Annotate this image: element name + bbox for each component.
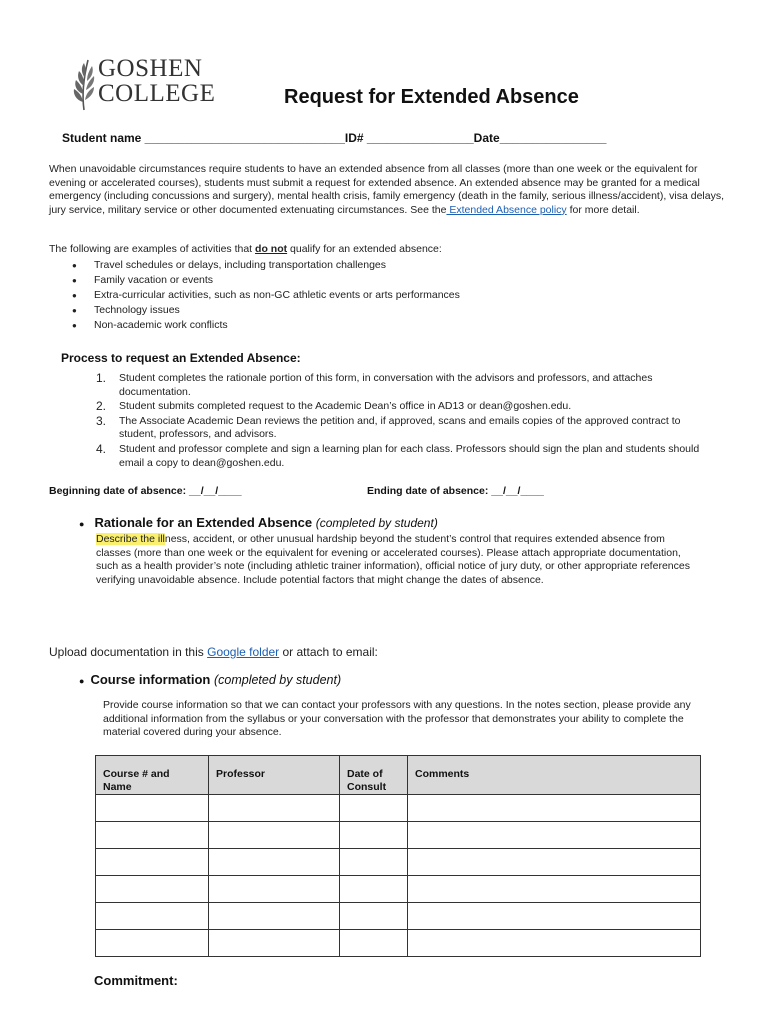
intro-tail: for more detail. — [566, 203, 640, 216]
table-cell[interactable] — [209, 876, 340, 903]
table-cell[interactable] — [209, 903, 340, 930]
bullet-icon: ● — [79, 519, 85, 529]
table-cell[interactable] — [408, 795, 701, 822]
process-step — [96, 415, 706, 442]
table-cell[interactable] — [209, 930, 340, 957]
rationale-text — [96, 533, 696, 587]
table-cell[interactable] — [340, 822, 408, 849]
google-folder-link[interactable]: Google folder — [207, 645, 280, 659]
course-heading — [79, 672, 341, 687]
list-item: ● Non-academic work conflicts — [72, 318, 460, 333]
examples-intro — [49, 243, 442, 255]
course-note: (completed by student) — [213, 673, 342, 687]
step-number: 1. — [96, 371, 107, 385]
table-cell[interactable] — [340, 795, 408, 822]
ending-date-field[interactable]: Ending date of absence: __/__/____ — [367, 485, 544, 497]
table-cell[interactable] — [340, 876, 408, 903]
list-item: ● Technology issues — [72, 303, 460, 318]
table-row — [96, 876, 701, 903]
table-cell[interactable] — [96, 930, 209, 957]
step-number: 2. — [96, 399, 107, 414]
table-row — [96, 849, 701, 876]
step-number: 3. — [96, 413, 107, 428]
student-info-fields: Student name ______________________________ID# ________________Date________________ — [62, 131, 607, 145]
step-text: Student submits completed request to the Academic Dean’s office in AD13 or dean@goshen.edu. — [119, 400, 572, 413]
extended-absence-policy-link[interactable]: Extended Absence policy — [446, 203, 567, 216]
table-cell[interactable] — [408, 930, 701, 957]
process-step — [96, 443, 706, 470]
do-not-emphasis: do not — [255, 243, 288, 255]
rationale-body: ness, accident, or other unusual hardship beyond the student’s control that requires extended absence from classes (more than one week or the equivalent for evening or accelerated courses). Please attach appropriate documentation, such as a health provider’s note (including athletic trainer information), official notice of jury duty, or other appropriate references verifying unavoidable absence. Include potential factors that might change the dates of absence. — [96, 533, 690, 586]
table-cell[interactable] — [209, 849, 340, 876]
table-row — [96, 903, 701, 930]
page-title: Request for Extended Absence — [284, 86, 579, 108]
table-cell[interactable] — [96, 849, 209, 876]
table-cell[interactable] — [96, 822, 209, 849]
rationale-note: (completed by student) — [315, 516, 438, 530]
logo-line-college: COLLEGE — [98, 80, 216, 107]
table-cell[interactable] — [209, 795, 340, 822]
upload-line — [49, 645, 378, 659]
rationale-title: Rationale for an Extended Absence — [94, 515, 313, 530]
upload-post: or attach to email: — [279, 645, 378, 659]
table-header-row — [96, 756, 701, 795]
column-date-of-consult: Date of Consult — [340, 756, 408, 795]
column-professor: Professor — [209, 756, 340, 795]
bullet-icon: ● — [79, 676, 85, 686]
table-row — [96, 822, 701, 849]
list-item: ● Extra-curricular activities, such as non-GC athletic events or arts performances — [72, 288, 460, 303]
rationale-heading — [79, 515, 438, 530]
column-comments: Comments — [408, 756, 701, 795]
process-step — [96, 400, 706, 414]
leaf-sprig-icon — [70, 56, 98, 112]
table-cell[interactable] — [408, 876, 701, 903]
table-row — [96, 795, 701, 822]
logo-line-goshen: GOSHEN — [98, 55, 203, 82]
goshen-college-logo — [70, 56, 240, 112]
list-item: ● Family vacation or events — [72, 273, 460, 288]
step-text: Student completes the rationale portion of this form, in conversation with the advisors and professors, and attaches documentation. — [119, 372, 653, 398]
list-item: ● Travel schedules or delays, including transportation challenges — [72, 258, 460, 273]
step-number: 4. — [96, 441, 107, 456]
table-cell[interactable] — [408, 822, 701, 849]
examples-intro-post: qualify for an extended absence: — [287, 243, 442, 255]
absence-dates — [49, 485, 544, 497]
table-cell[interactable] — [340, 849, 408, 876]
course-table — [95, 755, 701, 957]
table-cell[interactable] — [96, 876, 209, 903]
non-qualifying-list — [72, 258, 460, 333]
process-step — [96, 372, 706, 399]
highlighted-text: Describe the ill — [96, 533, 165, 545]
table-cell[interactable] — [408, 849, 701, 876]
intro-paragraph — [49, 163, 729, 217]
course-instructions: Provide course information so that we can contact your professors with any questions. In the notes section, please provide any additional information from the syllabus or your conversation with the professor that demonstrates your ability to complete the material covered during your absence. — [103, 699, 691, 739]
process-heading: Process to request an Extended Absence: — [61, 351, 301, 365]
examples-intro-pre: The following are examples of activities that — [49, 243, 256, 255]
table-cell[interactable] — [340, 930, 408, 957]
step-text: The Associate Academic Dean reviews the petition and, if approved, scans and emails copies of the approved contract to student, professors, and advisors. — [119, 414, 681, 441]
table-cell[interactable] — [209, 822, 340, 849]
table-row — [96, 930, 701, 957]
upload-pre: Upload documentation in this — [49, 645, 208, 659]
process-steps — [96, 372, 706, 471]
step-text: Student and professor complete and sign a learning plan for each class. Professors should sign the plan and students should email a copy to dean@goshen.edu. — [119, 442, 700, 469]
commitment-heading: Commitment: — [94, 973, 178, 988]
table-cell[interactable] — [408, 903, 701, 930]
beginning-date-field[interactable]: Beginning date of absence: __/__/____ — [49, 485, 242, 497]
table-cell[interactable] — [340, 903, 408, 930]
column-course-name: Course # and Name — [96, 756, 209, 795]
table-cell[interactable] — [96, 795, 209, 822]
course-title: Course information — [90, 672, 211, 687]
intro-text: When unavoidable circumstances require students to have an extended absence from all classes (more than one week or the equivalent for evening or accelerated courses), students must submit a request for extended absence. An extended absence may be granted for a medical emergency (including concussions and surgery), mental health crisis, family emergency (death in the family, serious illness/accident), visa delays, jury service, military service or other documented extenuating circumstances. See the — [49, 163, 725, 216]
table-cell[interactable] — [96, 903, 209, 930]
